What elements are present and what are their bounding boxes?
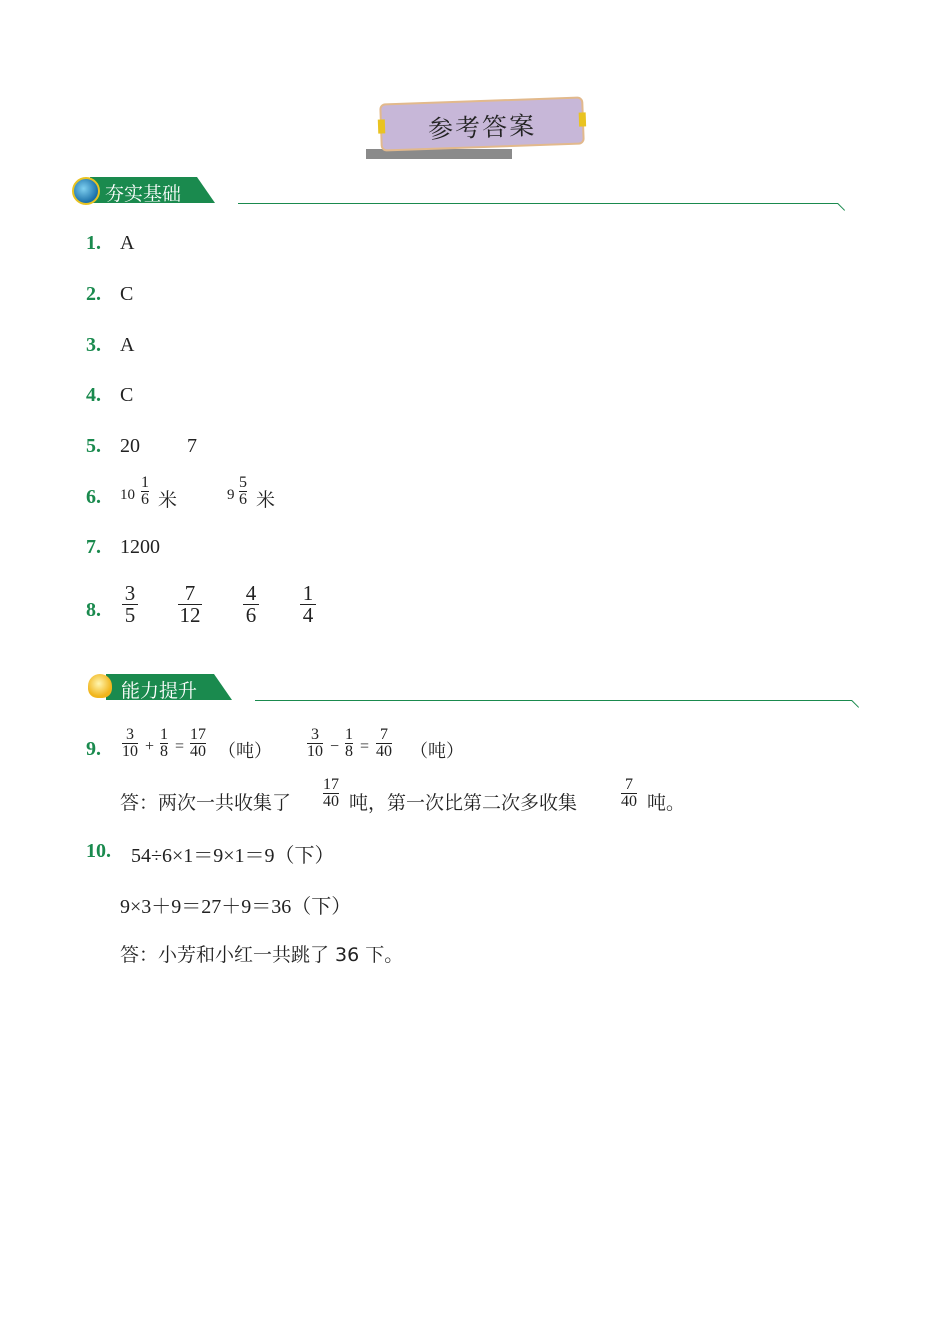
section-header-basic <box>72 175 217 205</box>
numerator: 1 <box>345 726 353 743</box>
denominator: 10 <box>307 743 323 760</box>
operator: − <box>330 738 340 755</box>
lightbulb-icon <box>88 674 112 698</box>
equals-sign: = <box>175 738 185 755</box>
fraction <box>178 583 202 626</box>
answer-text: 7 <box>187 435 197 457</box>
answer-text: 9×3＋9＝27＋9＝36（下） <box>120 896 352 918</box>
mixed-number-whole: 10 <box>120 487 135 503</box>
question-number: 5. <box>86 435 101 457</box>
answer-text: 20 <box>120 435 140 457</box>
denominator: 4 <box>302 603 314 627</box>
denominator: 40 <box>621 793 637 810</box>
section-divider-end <box>830 203 845 218</box>
denominator: 40 <box>323 793 339 810</box>
numerator: 17 <box>190 726 206 743</box>
denominator: 10 <box>122 743 138 760</box>
answer-text: 1200 <box>120 536 160 558</box>
fraction <box>307 727 323 760</box>
numerator: 3 <box>311 726 319 743</box>
numerator: 3 <box>126 726 134 743</box>
answer-text: 吨。 <box>647 792 686 814</box>
answer-text: 答：小芳和小红一共跳了 36 下。 <box>120 944 404 966</box>
denominator: 6 <box>245 603 257 627</box>
fraction <box>122 583 138 626</box>
denominator: 40 <box>190 743 206 760</box>
title-banner <box>379 96 585 151</box>
answer-text: C <box>120 283 134 305</box>
answer-text: 答：两次一共收集了 <box>120 792 292 814</box>
numerator: 1 <box>141 474 149 491</box>
unit-label: 米 <box>256 489 276 511</box>
denominator: 40 <box>376 743 392 760</box>
denominator: 6 <box>141 491 149 508</box>
mixed-number-whole: 9 <box>227 487 235 503</box>
question-number: 1. <box>86 232 101 254</box>
answer-text: C <box>120 384 134 406</box>
question-number: 4. <box>86 384 101 406</box>
fraction <box>122 727 138 760</box>
denominator: 12 <box>179 603 201 627</box>
question-number: 7. <box>86 536 101 558</box>
fraction <box>345 727 353 760</box>
numerator: 1 <box>160 726 168 743</box>
numerator: 1 <box>302 581 314 605</box>
denominator: 8 <box>160 743 168 760</box>
fraction <box>621 777 637 810</box>
question-number: 9. <box>86 738 101 760</box>
page-title: 参考答案 <box>427 111 537 144</box>
denominator: 6 <box>239 491 247 508</box>
fraction <box>300 583 316 626</box>
fraction <box>141 475 149 508</box>
section-title: 夯实基础 <box>105 183 182 205</box>
fraction <box>160 727 168 760</box>
unit-label: 米 <box>158 489 178 511</box>
section-divider <box>238 203 838 204</box>
fraction <box>239 475 247 508</box>
section-title: 能力提升 <box>121 680 198 702</box>
fraction <box>376 727 392 760</box>
unit-label: （吨） <box>410 741 464 762</box>
question-number: 10. <box>86 840 111 862</box>
equals-sign: = <box>360 738 370 755</box>
answer-text: A <box>120 232 135 254</box>
numerator: 7 <box>184 581 196 605</box>
numerator: 7 <box>380 726 388 743</box>
numerator: 7 <box>625 776 633 793</box>
question-number: 6. <box>86 486 101 508</box>
fraction <box>190 727 206 760</box>
section-divider <box>255 700 852 701</box>
numerator: 4 <box>245 581 257 605</box>
section-divider-end <box>844 700 859 715</box>
answer-text: A <box>120 334 135 356</box>
denominator: 5 <box>124 603 136 627</box>
fraction <box>243 583 259 626</box>
question-number: 2. <box>86 283 101 305</box>
section-header-advanced <box>86 672 234 702</box>
globe-icon <box>72 177 100 205</box>
denominator: 8 <box>345 743 353 760</box>
operator: + <box>145 738 155 755</box>
numerator: 5 <box>239 474 247 491</box>
fraction <box>323 777 339 810</box>
question-number: 3. <box>86 334 101 356</box>
numerator: 3 <box>124 581 136 605</box>
question-number: 8. <box>86 599 101 621</box>
answer-text: 54÷6×1＝9×1＝9（下） <box>131 845 335 867</box>
numerator: 17 <box>323 776 339 793</box>
answer-text: 吨，第一次比第二次多收集 <box>349 792 578 814</box>
unit-label: （吨） <box>218 741 272 762</box>
